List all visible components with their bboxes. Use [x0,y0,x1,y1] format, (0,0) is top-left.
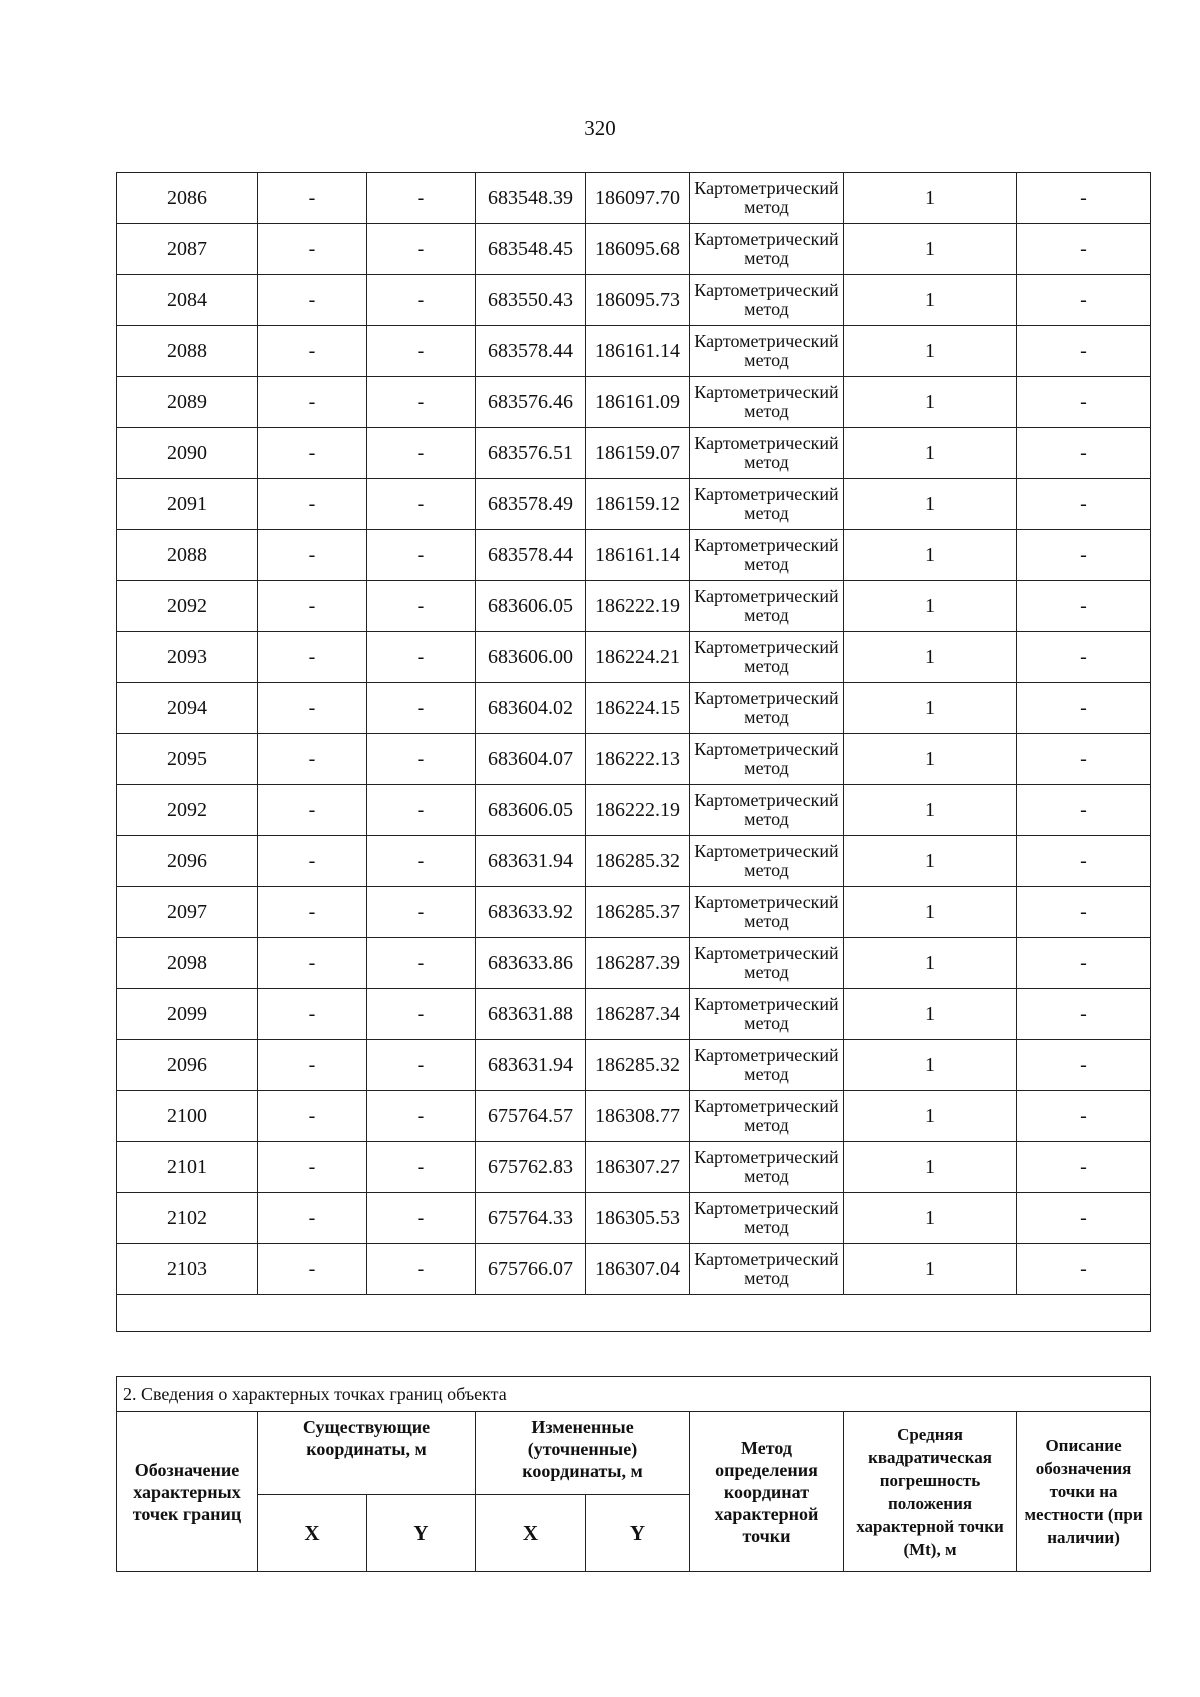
existing-x-cell: - [258,581,367,632]
mean-error-cell: 1 [844,377,1017,428]
table-row [117,173,1151,224]
header-existing-coords: Существующие координаты, м [258,1412,476,1495]
changed-x-cell: 683606.00 [476,632,586,683]
existing-y-cell: - [367,734,476,785]
changed-y-cell: 186287.34 [586,989,690,1040]
description-cell: - [1017,989,1151,1040]
method-cell: Картометрический метод [690,530,844,581]
page-number: 320 [584,116,616,140]
mean-error-cell: 1 [844,326,1017,377]
existing-x-cell: - [258,1091,367,1142]
table-row [117,1193,1151,1244]
method-cell: Картометрический метод [690,887,844,938]
mean-error-cell: 1 [844,938,1017,989]
description-cell: - [1017,173,1151,224]
coordinates-table [116,172,1151,1332]
point-id-cell: 2103 [117,1244,258,1295]
changed-y-cell: 186222.19 [586,581,690,632]
table-row [117,1091,1151,1142]
changed-y-cell: 186307.04 [586,1244,690,1295]
point-id-cell: 2101 [117,1142,258,1193]
description-cell: - [1017,683,1151,734]
changed-x-cell: 683578.44 [476,326,586,377]
point-id-cell: 2102 [117,1193,258,1244]
existing-x-cell: - [258,887,367,938]
table-row [117,989,1151,1040]
method-cell: Картометрический метод [690,836,844,887]
description-cell: - [1017,377,1151,428]
existing-x-cell: - [258,683,367,734]
point-id-cell: 2095 [117,734,258,785]
point-id-cell: 2092 [117,785,258,836]
changed-x-cell: 683578.44 [476,530,586,581]
existing-x-cell: - [258,1244,367,1295]
existing-y-cell: - [367,683,476,734]
point-id-cell: 2091 [117,479,258,530]
existing-y-cell: - [367,989,476,1040]
existing-x-cell: - [258,530,367,581]
method-cell: Картометрический метод [690,1142,844,1193]
existing-y-cell: - [367,377,476,428]
method-cell: Картометрический метод [690,224,844,275]
existing-y-cell: - [367,530,476,581]
existing-y-cell: - [367,1040,476,1091]
method-cell: Картометрический метод [690,1091,844,1142]
existing-y-cell: - [367,581,476,632]
changed-y-cell: 186224.15 [586,683,690,734]
section2-title: 2. Сведения о характерных точках границ объекта [117,1377,1151,1412]
point-id-cell: 2088 [117,326,258,377]
mean-error-cell: 1 [844,428,1017,479]
changed-y-cell: 186161.14 [586,530,690,581]
existing-y-cell: - [367,836,476,887]
existing-x-cell: - [258,428,367,479]
empty-cell [117,1295,1151,1332]
existing-x-cell: - [258,224,367,275]
header-method: Метод определения координат характерной точки [690,1412,844,1572]
mean-error-cell: 1 [844,632,1017,683]
header-existing-y: Y [367,1495,476,1572]
method-cell: Картометрический метод [690,173,844,224]
table-row [117,785,1151,836]
mean-error-cell: 1 [844,1244,1017,1295]
point-id-cell: 2099 [117,989,258,1040]
method-cell: Картометрический метод [690,428,844,479]
existing-x-cell: - [258,377,367,428]
changed-x-cell: 683604.07 [476,734,586,785]
header-mean-error: Средняя квадратическая погрешность положения характерной точки (Mt), м [844,1412,1017,1572]
description-cell: - [1017,1142,1151,1193]
description-cell: - [1017,1193,1151,1244]
point-id-cell: 2093 [117,632,258,683]
existing-y-cell: - [367,1193,476,1244]
changed-y-cell: 186308.77 [586,1091,690,1142]
mean-error-cell: 1 [844,275,1017,326]
description-cell: - [1017,326,1151,377]
method-cell: Картометрический метод [690,734,844,785]
changed-x-cell: 683631.94 [476,1040,586,1091]
point-id-cell: 2096 [117,836,258,887]
point-id-cell: 2092 [117,581,258,632]
changed-y-cell: 186285.32 [586,836,690,887]
header-description: Описание обозначения точки на местности (при наличии) [1017,1412,1151,1572]
existing-x-cell: - [258,326,367,377]
existing-x-cell: - [258,632,367,683]
table-row [117,275,1151,326]
description-cell: - [1017,479,1151,530]
existing-y-cell: - [367,1244,476,1295]
point-id-cell: 2089 [117,377,258,428]
existing-y-cell: - [367,1091,476,1142]
changed-x-cell: 683548.39 [476,173,586,224]
existing-y-cell: - [367,1142,476,1193]
changed-y-cell: 186285.37 [586,887,690,938]
existing-y-cell: - [367,479,476,530]
existing-y-cell: - [367,275,476,326]
changed-x-cell: 675766.07 [476,1244,586,1295]
mean-error-cell: 1 [844,836,1017,887]
mean-error-cell: 1 [844,1142,1017,1193]
changed-y-cell: 186307.27 [586,1142,690,1193]
existing-y-cell: - [367,785,476,836]
existing-x-cell: - [258,785,367,836]
point-id-cell: 2096 [117,1040,258,1091]
method-cell: Картометрический метод [690,275,844,326]
point-id-cell: 2100 [117,1091,258,1142]
existing-x-cell: - [258,1142,367,1193]
changed-x-cell: 683606.05 [476,581,586,632]
existing-y-cell: - [367,938,476,989]
existing-y-cell: - [367,224,476,275]
changed-x-cell: 683576.46 [476,377,586,428]
description-cell: - [1017,836,1151,887]
description-cell: - [1017,1091,1151,1142]
description-cell: - [1017,224,1151,275]
table-row [117,683,1151,734]
table-row [117,581,1151,632]
description-cell: - [1017,275,1151,326]
changed-x-cell: 675762.83 [476,1142,586,1193]
table-row [117,1142,1151,1193]
existing-x-cell: - [258,836,367,887]
mean-error-cell: 1 [844,479,1017,530]
mean-error-cell: 1 [844,887,1017,938]
changed-y-cell: 186305.53 [586,1193,690,1244]
header-changed-y: Y [586,1495,690,1572]
changed-x-cell: 683633.86 [476,938,586,989]
method-cell: Картометрический метод [690,377,844,428]
method-cell: Картометрический метод [690,1244,844,1295]
mean-error-cell: 1 [844,683,1017,734]
mean-error-cell: 1 [844,173,1017,224]
changed-x-cell: 683578.49 [476,479,586,530]
header-changed-x: X [476,1495,586,1572]
table-row [117,428,1151,479]
table-row [117,632,1151,683]
table-row [117,734,1151,785]
changed-y-cell: 186095.68 [586,224,690,275]
existing-x-cell: - [258,938,367,989]
description-cell: - [1017,734,1151,785]
table-row [117,224,1151,275]
description-cell: - [1017,530,1151,581]
method-cell: Картометрический метод [690,785,844,836]
method-cell: Картометрический метод [690,938,844,989]
existing-x-cell: - [258,1193,367,1244]
mean-error-cell: 1 [844,581,1017,632]
header-existing-x: X [258,1495,367,1572]
existing-x-cell: - [258,479,367,530]
mean-error-cell: 1 [844,1193,1017,1244]
changed-x-cell: 683550.43 [476,275,586,326]
point-id-cell: 2087 [117,224,258,275]
mean-error-cell: 1 [844,785,1017,836]
changed-y-cell: 186287.39 [586,938,690,989]
changed-y-cell: 186222.19 [586,785,690,836]
table-row [117,887,1151,938]
method-cell: Картометрический метод [690,989,844,1040]
table-row [117,326,1151,377]
method-cell: Картометрический метод [690,632,844,683]
description-cell: - [1017,887,1151,938]
method-cell: Картометрический метод [690,683,844,734]
description-cell: - [1017,785,1151,836]
table-row [117,1040,1151,1091]
changed-x-cell: 683606.05 [476,785,586,836]
existing-y-cell: - [367,632,476,683]
description-cell: - [1017,1040,1151,1091]
changed-y-cell: 186097.70 [586,173,690,224]
changed-x-cell: 683631.94 [476,836,586,887]
existing-x-cell: - [258,734,367,785]
changed-y-cell: 186161.09 [586,377,690,428]
changed-x-cell: 683576.51 [476,428,586,479]
coordinates-table-body [117,173,1151,1332]
description-cell: - [1017,1244,1151,1295]
mean-error-cell: 1 [844,530,1017,581]
changed-x-cell: 683633.92 [476,887,586,938]
point-id-cell: 2084 [117,275,258,326]
existing-y-cell: - [367,326,476,377]
section2-table [116,1376,1151,1572]
point-id-cell: 2088 [117,530,258,581]
changed-y-cell: 186161.14 [586,326,690,377]
table-row [117,836,1151,887]
method-cell: Картометрический метод [690,1040,844,1091]
header-point-designation: Обозначение характерных точек границ [117,1412,258,1572]
point-id-cell: 2094 [117,683,258,734]
mean-error-cell: 1 [844,989,1017,1040]
point-id-cell: 2086 [117,173,258,224]
table-row [117,938,1151,989]
changed-y-cell: 186224.21 [586,632,690,683]
description-cell: - [1017,632,1151,683]
changed-y-cell: 186285.32 [586,1040,690,1091]
empty-row [117,1295,1151,1332]
changed-y-cell: 186095.73 [586,275,690,326]
method-cell: Картометрический метод [690,581,844,632]
existing-y-cell: - [367,173,476,224]
point-id-cell: 2090 [117,428,258,479]
table-row [117,377,1151,428]
description-cell: - [1017,428,1151,479]
point-id-cell: 2097 [117,887,258,938]
changed-x-cell: 683548.45 [476,224,586,275]
mean-error-cell: 1 [844,224,1017,275]
table-row [117,1244,1151,1295]
method-cell: Картометрический метод [690,326,844,377]
method-cell: Картометрический метод [690,479,844,530]
existing-y-cell: - [367,428,476,479]
changed-y-cell: 186222.13 [586,734,690,785]
mean-error-cell: 1 [844,734,1017,785]
description-cell: - [1017,581,1151,632]
mean-error-cell: 1 [844,1091,1017,1142]
changed-y-cell: 186159.07 [586,428,690,479]
header-changed-coords: Измененные (уточненные) координаты, м [476,1412,690,1495]
changed-x-cell: 683631.88 [476,989,586,1040]
changed-x-cell: 683604.02 [476,683,586,734]
point-id-cell: 2098 [117,938,258,989]
existing-y-cell: - [367,887,476,938]
existing-x-cell: - [258,173,367,224]
method-cell: Картометрический метод [690,1193,844,1244]
existing-x-cell: - [258,1040,367,1091]
existing-x-cell: - [258,989,367,1040]
table-row [117,479,1151,530]
existing-x-cell: - [258,275,367,326]
changed-x-cell: 675764.33 [476,1193,586,1244]
table-row [117,530,1151,581]
mean-error-cell: 1 [844,1040,1017,1091]
description-cell: - [1017,938,1151,989]
changed-y-cell: 186159.12 [586,479,690,530]
changed-x-cell: 675764.57 [476,1091,586,1142]
